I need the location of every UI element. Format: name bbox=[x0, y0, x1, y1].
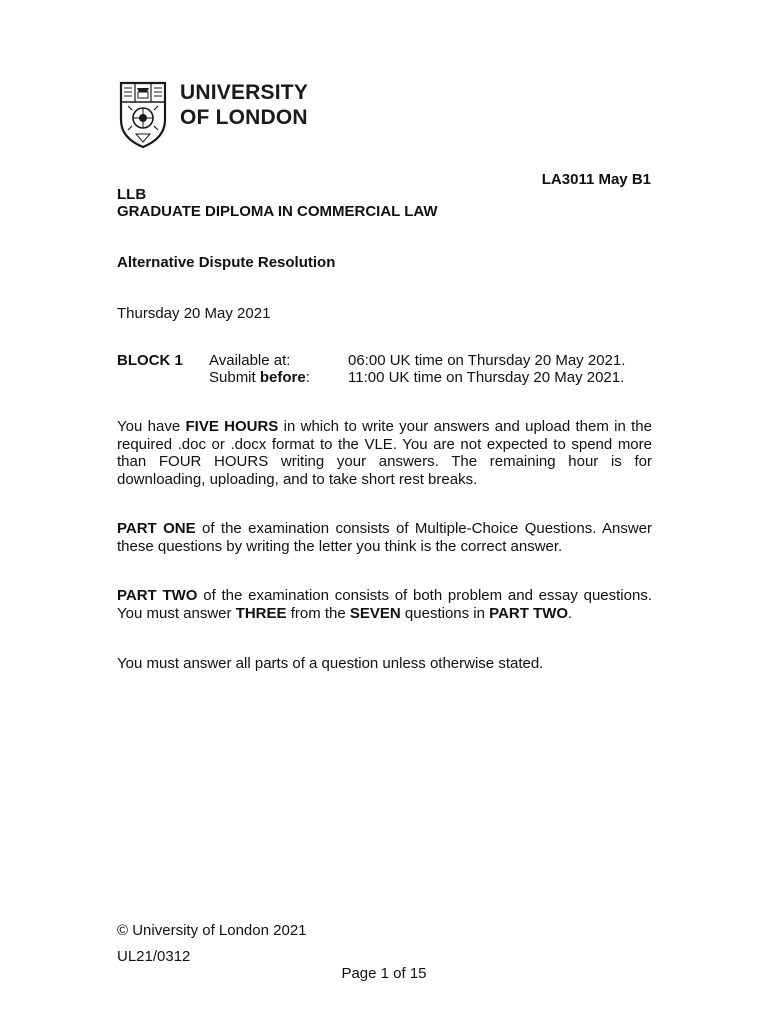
exam-date: Thursday 20 May 2021 bbox=[117, 305, 271, 322]
university-crest-icon bbox=[118, 80, 168, 150]
page-number: Page 1 of 15 bbox=[341, 965, 427, 982]
instruction-all-parts: You must answer all parts of a question unless otherwise stated. bbox=[117, 655, 544, 672]
emphasis: SEVEN bbox=[349, 604, 401, 622]
submit-value: 11:00 UK time on Thursday 20 May 2021. bbox=[348, 369, 625, 386]
copyright-notice: © University of London 2021 bbox=[117, 922, 307, 939]
text-run: in which to write your answers and upload them in the required .doc or .docx format to the VLE. You are not expected to spend more than FOUR HOURS writing your answers. The remaining hour is for downloading, uploading, and to take short rest breaks. bbox=[117, 418, 652, 488]
submit-label bbox=[209, 369, 310, 386]
programme-heading bbox=[117, 186, 438, 220]
logo-line-2: OF LONDON bbox=[180, 106, 308, 129]
text-run: from the bbox=[286, 604, 350, 622]
instruction-part-two bbox=[117, 587, 652, 622]
exam-code: LA3011 May B1 bbox=[541, 171, 651, 188]
emphasis: PART TWO bbox=[117, 587, 198, 604]
text-run: . bbox=[568, 604, 573, 622]
emphasis: PART TWO bbox=[489, 604, 569, 622]
logo-line-1: UNIVERSITY bbox=[180, 81, 309, 104]
text-run: questions in bbox=[400, 604, 490, 622]
university-logo bbox=[118, 80, 308, 150]
programme-line-2: GRADUATE DIPLOMA IN COMMERCIAL LAW bbox=[117, 203, 438, 220]
emphasis: PART ONE bbox=[117, 520, 196, 537]
submit-label-pre: Submit bbox=[209, 369, 260, 386]
block-label: BLOCK 1 bbox=[117, 352, 183, 369]
text-run: of the examination consists of both problem and essay questions. You must answer bbox=[117, 587, 652, 622]
programme-line-1: LLB bbox=[117, 186, 147, 203]
submit-label-post: : bbox=[305, 369, 310, 386]
text-run: of the examination consists of Multiple-Choice Questions. Answer these questions by writing the letter you think is the correct answer. bbox=[117, 520, 652, 555]
course-title: Alternative Dispute Resolution bbox=[117, 254, 336, 271]
instruction-time bbox=[117, 418, 652, 488]
emphasis: THREE bbox=[235, 604, 287, 622]
instruction-part-one bbox=[117, 520, 652, 555]
university-wordmark bbox=[180, 80, 308, 130]
emphasis: FIVE HOURS bbox=[185, 418, 279, 435]
available-label: Available at: bbox=[209, 352, 291, 369]
available-value: 06:00 UK time on Thursday 20 May 2021. bbox=[348, 352, 626, 369]
text-run: You have bbox=[117, 418, 186, 435]
document-reference: UL21/0312 bbox=[117, 948, 191, 965]
submit-label-bold: before bbox=[259, 369, 306, 386]
